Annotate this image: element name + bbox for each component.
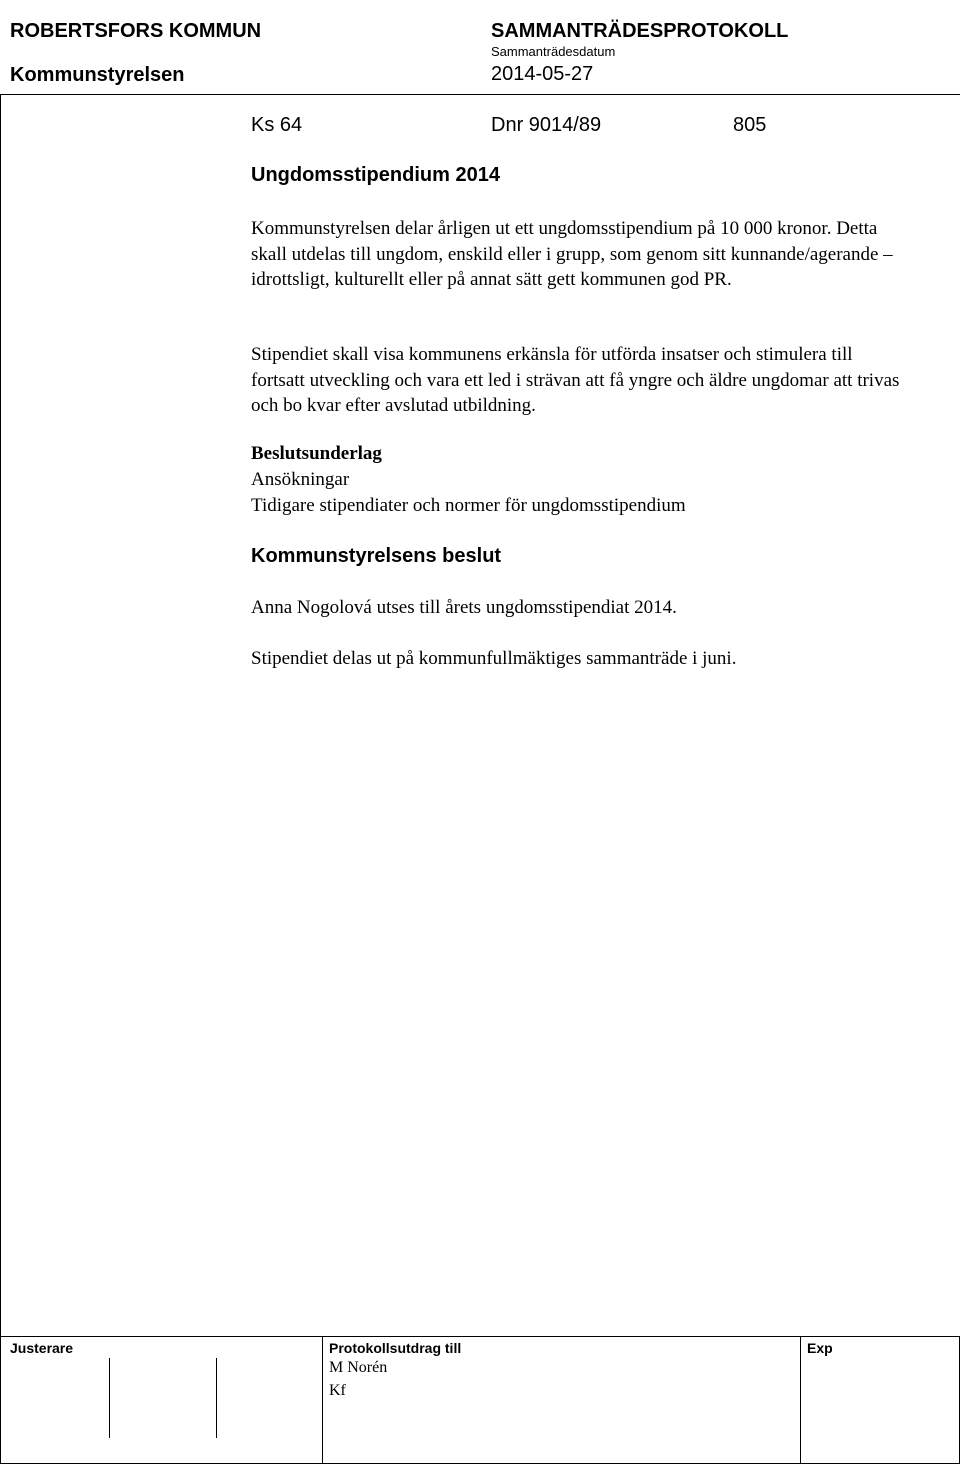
basis-label: Beslutsunderlag [251,443,382,464]
meeting-date: 2014-05-27 [491,63,594,85]
recipient-role: Kf [329,1382,346,1399]
body-paragraph: Kommunstyrelsen delar årligen ut ett ungdomsstipendium på 10 000 kronor. Detta skall utdelas till ungdom, enskild eller i grupp, som genom sitt kunnande/agerande – idrottsligt, kulturellt eller på annat sätt gett kommunen god PR. [251,218,893,290]
footer-bottom-line [0,1463,960,1464]
signature-box-divider [109,1358,110,1438]
footer-border [0,1337,1,1463]
basis-item: Ansökningar [251,469,350,490]
decision-heading: Kommunstyrelsens beslut [251,545,502,567]
date-label: Sammanträdesdatum [491,44,616,59]
signature-box-divider [216,1358,217,1438]
decision-item: Anna Nogolová utses till årets ungdomsstipendiat 2014. [251,597,677,618]
organization-name: ROBERTSFORS KOMMUN [10,20,262,42]
body-paragraph: Stipendiet skall visa kommunens erkänsla för utförda insatser och stimulera till fortsatt utveckling och vara ett led i strävan att få yngre och äldre ungdomar att trivas och bo kvar efter avslutad utbildning. [251,344,900,416]
board-name: Kommunstyrelsen [10,64,185,86]
footer-column-divider [800,1337,801,1463]
document-type: SAMMANTRÄDESPROTOKOLL [491,20,789,42]
header-divider [0,94,960,95]
exp-label: Exp [807,1340,833,1356]
justerare-label: Justerare [10,1340,74,1356]
decision-item: Stipendiet delas ut på kommunfullmäktiges sammanträde i juni. [251,648,737,669]
protokollsutdrag-label: Protokollsutdrag till [329,1340,462,1356]
dnr-number: Dnr 9014/89 [491,114,602,136]
footer-top-line [0,1336,960,1337]
reference-number: 805 [733,114,767,136]
basis-item: Tidigare stipendiater och normer för ungdomsstipendium [251,495,686,516]
left-margin-line [0,94,1,1463]
subject-title: Ungdomsstipendium 2014 [251,164,500,186]
ks-number: Ks 64 [251,114,303,136]
recipient-name: M Norén [329,1359,388,1376]
footer-column-divider [322,1337,323,1463]
